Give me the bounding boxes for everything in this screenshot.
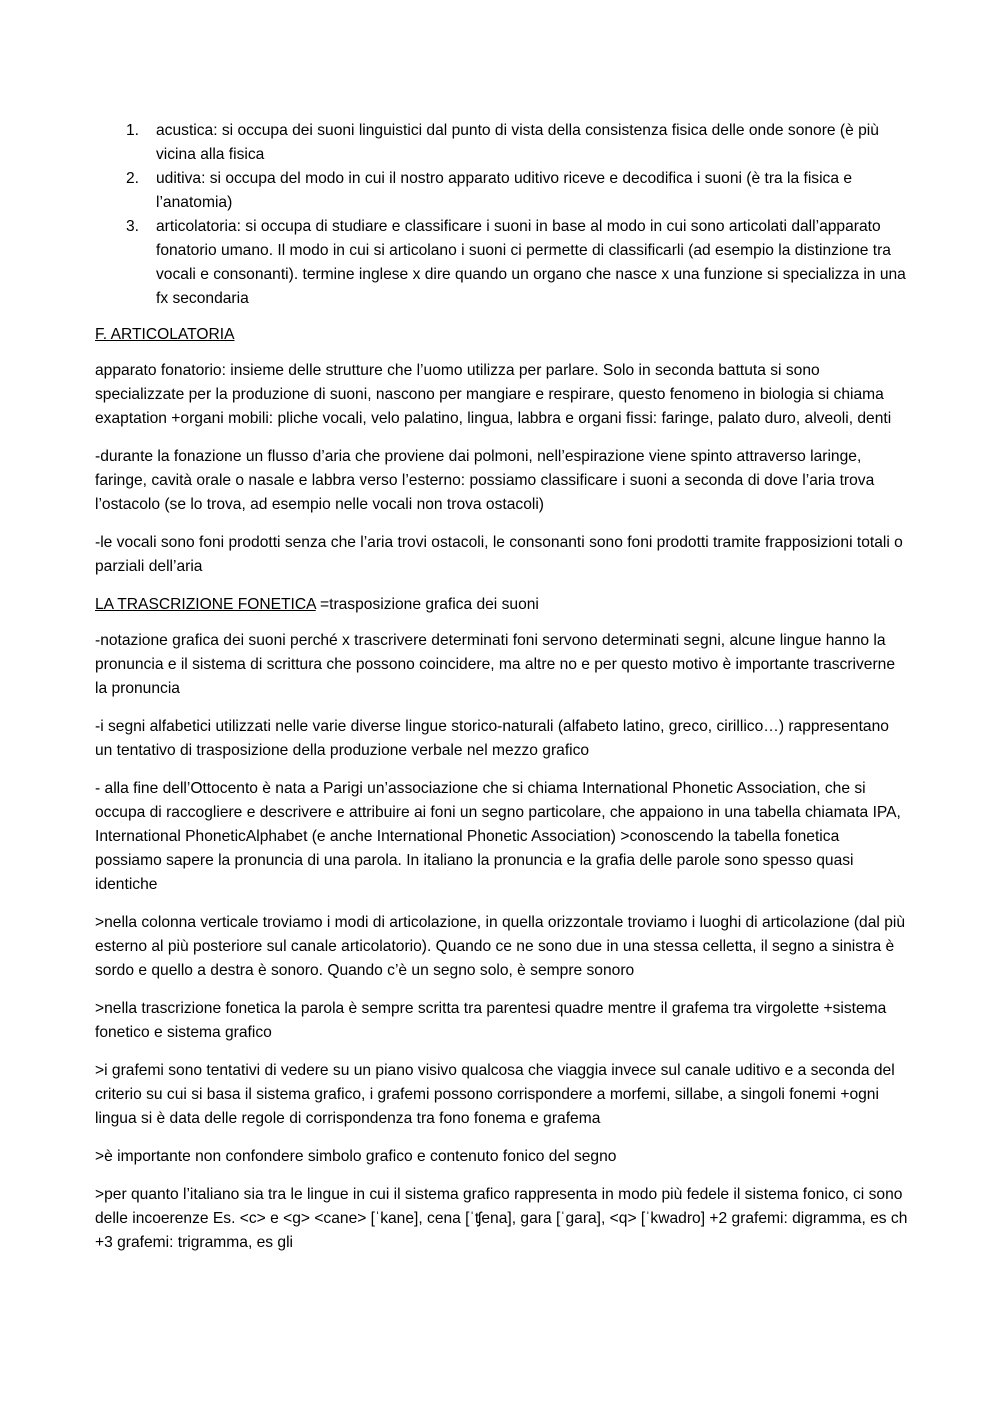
list-item: [95, 215, 910, 311]
list-item: [95, 119, 910, 167]
section-heading-articolatoria: F. ARTICOLATORIA: [95, 326, 235, 343]
list-item-text: uditiva: si occupa del modo in cui il nostro apparato uditivo riceve e decodifica i suoni (è tra la fisica e l’anatomia): [156, 170, 853, 211]
paragraph: -notazione grafica dei suoni perché x trascrivere determinati foni servono determinati segni, alcune lingue hanno la pronuncia e il sistema di scrittura che possono coincidere, ma altre no e per questo motivo è importante trascriverne la pronuncia: [95, 632, 896, 697]
list-item: [95, 167, 910, 215]
paragraph: apparato fonatorio: insieme delle strutture che l’uomo utilizza per parlare. Solo in seconda battuta si sono specializzate per la produzione di suoni, nascono per mangiare e respirare, questo fenomeno in biologia si chiama exaptation +organi mobili: pliche vocali, velo palatino, lingua, labbra e organi fissi: faringe, palato duro, alveoli, denti: [95, 362, 892, 427]
phonetics-branches-list: [95, 119, 910, 311]
paragraph: >i grafemi sono tentativi di vedere su un piano visivo qualcosa che viaggia invece sul canale uditivo e a seconda del criterio su cui si basa il sistema grafico, i grafemi possono corrispondere a morfemi, sillabe, a singoli fonemi +ogni lingua si è data delle regole di corrispondenza tra fono fonema e grafema: [95, 1062, 895, 1127]
list-item-text: articolatoria: si occupa di studiare e classificare i suoni in base al modo in cui sono articolati dall’apparato fonatorio umano. Il modo in cui si articolano i suoni ci permette di classificarli (ad esempio la distinzione tra vocali e consonanti). termine inglese x dire quando un organo che nasce x una funzione si specializza in una fx secondaria: [156, 218, 906, 307]
list-number: 2.: [126, 170, 140, 187]
paragraph: - alla fine dell’Ottocento è nata a Parigi un’associazione che si chiama International Phonetic Association, che si occupa di raccogliere e descrivere e attribuire ai foni un segno particolare, che appaiono in una tabella chiamata IPA, International PhoneticAlphabet (e anche International Phonetic Association) >conoscendo la tabella fonetica possiamo sapere la pronuncia di una parola. In italiano la pronuncia e la grafia delle parole sono spesso quasi identiche: [95, 780, 901, 893]
section-heading-underlined: LA TRASCRIZIONE FONETICA: [95, 596, 316, 613]
list-number: 3.: [126, 218, 140, 235]
section-heading-suffix: =trasposizione grafica dei suoni: [315, 596, 539, 613]
list-item-text: acustica: si occupa dei suoni linguistici dal punto di vista della consistenza fisica delle onde sonore (è più vicina alla fisica: [156, 122, 879, 163]
section-heading-trascrizione: [95, 593, 910, 617]
paragraph: >nella colonna verticale troviamo i modi di articolazione, in quella orizzontale troviamo i luoghi di articolazione (dal più esterno al più posteriore sul canale articolatorio). Quando ce ne sono due in una stessa celletta, il segno a sinistra è sordo e quello a destra è sonoro. Quando c’è un segno solo, è sempre sonoro: [95, 914, 906, 979]
paragraph: -durante la fonazione un flusso d’aria che proviene dai polmoni, nell’espirazione viene spinto attraverso laringe, faringe, cavità orale o nasale e labbra verso l’esterno: possiamo classificare i suoni a seconda di dove l’aria trova l’ostacolo (se lo trova, ad esempio nelle vocali non trova ostacoli): [95, 448, 875, 513]
paragraph: -le vocali sono foni prodotti senza che l’aria trovi ostacoli, le consonanti sono foni prodotti tramite frapposizioni totali o parziali dell’aria: [95, 534, 903, 575]
document-body: [95, 119, 910, 1269]
list-number: 1.: [126, 122, 140, 139]
paragraph: >per quanto l’italiano sia tra le lingue in cui il sistema grafico rappresenta in modo più fedele il sistema fonico, ci sono delle incoerenze Es. <c> e <g> <cane> [ˈkane], cena [ˈʧena], gara [ˈgara], <q> [ˈkwadro] +2 grafemi: digramma, es ch +3 grafemi: trigramma, es gli: [95, 1186, 908, 1251]
paragraph: -i segni alfabetici utilizzati nelle varie diverse lingue storico-naturali (alfabeto latino, greco, cirillico…) rappresentano un tentativo di trasposizione della produzione verbale nel mezzo grafico: [95, 718, 889, 759]
paragraph: >nella trascrizione fonetica la parola è sempre scritta tra parentesi quadre mentre il grafema tra virgolette +sistema fonetico e sistema grafico: [95, 1000, 887, 1041]
paragraph: >è importante non confondere simbolo grafico e contenuto fonico del segno: [95, 1148, 617, 1165]
